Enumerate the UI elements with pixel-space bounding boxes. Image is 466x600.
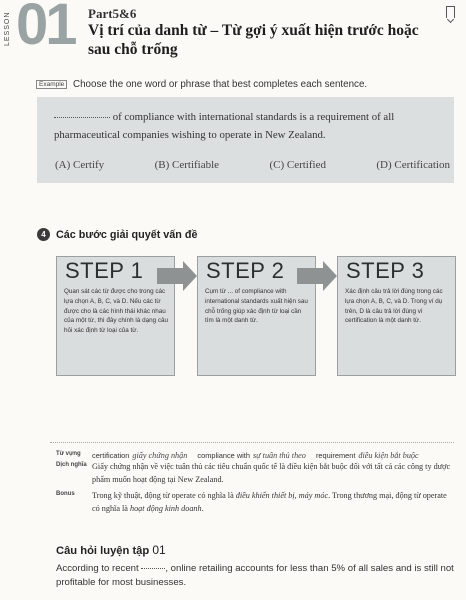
translation-tag: Dịch nghĩa	[56, 462, 87, 468]
step-2-text: Cụm từ ... of compliance with international standards xuất hiện sau chỗ trống giúp xác định từ loại cần tìm là một danh từ.	[205, 288, 308, 325]
steps-heading-text: Các bước giải quyết vấn đề	[56, 228, 198, 241]
section-number-icon: 4	[37, 228, 50, 241]
example-question-text: of compliance with international standards is a requirement of all pharmaceutical companies wishing to operate in New Zealand.	[54, 111, 395, 141]
example-question	[54, 109, 444, 145]
example-box	[37, 97, 454, 183]
answer-blank	[141, 568, 165, 569]
vocab-gloss: sự tuân thủ theo	[252, 451, 306, 460]
bookmark-icon[interactable]	[446, 6, 455, 18]
divider	[50, 442, 454, 443]
example-tag: Example	[36, 80, 67, 89]
option-c: (C) Certified	[269, 159, 326, 171]
example-instruction-line	[36, 79, 367, 90]
vocab-tag: Từ vựng	[56, 451, 81, 457]
lesson-label: LESSON	[4, 11, 11, 46]
bonus-row	[56, 490, 454, 515]
answer-options	[55, 159, 450, 171]
step-3-text: Xác định câu trả lời đúng trong các lựa chọn A, B, C, và D. Trong ví dụ trên, D là câu trả lời đúng vì certification là một danh từ.	[345, 288, 443, 325]
step-1-label: STEP 1	[65, 258, 144, 283]
part-label: Part5&6	[88, 6, 137, 21]
step-3-label: STEP 3	[346, 258, 425, 283]
option-b: (B) Certifiable	[154, 159, 220, 171]
translation-row	[56, 461, 454, 486]
steps-heading	[37, 228, 198, 241]
page-title: Vị trí của danh từ – Từ gợi ý xuất hiện trước hoặc sau chỗ trống	[88, 22, 419, 58]
bonus-text: Trong kỹ thuật, động từ operate có nghĩa là điều khiển thiết bị, máy móc. Trong thương mại, động từ operate có nghĩa là hoạt động kinh doanh.	[92, 491, 447, 513]
vocab-gloss: điều kiện bắt buộc	[358, 451, 419, 460]
option-d: (D) Certification	[376, 159, 450, 171]
step-3-box	[337, 256, 456, 376]
practice-number: 01	[152, 543, 166, 557]
bonus-tag: Bonus	[56, 491, 75, 497]
lesson-number: 01	[16, 0, 75, 57]
translation-text: Giấy chứng nhận về việc tuân thủ các tiêu chuẩn quốc tế là điều kiện bắt buộc đối với tất cả các công ty dược phẩm muốn hoạt động tại New Zealand.	[92, 462, 451, 484]
answer-blank	[54, 117, 110, 118]
step-1-text: Quan sát các từ được cho trong các lựa chọn A, B, C, và D. Nếu các từ được cho là các hình thái khác nhau của một từ, thì đây chính là dạng câu hỏi xác định từ loại của từ.	[64, 288, 168, 334]
vocab-term: compliance with	[197, 451, 250, 460]
example-instruction: Choose the one word or phrase that best completes each sentence.	[73, 79, 368, 90]
vocab-gloss: giấy chứng nhận	[132, 451, 188, 460]
practice-title: Câu hỏi luyện tập 01	[56, 543, 166, 557]
option-a: (A) Certify	[55, 159, 105, 171]
step-2-label: STEP 2	[206, 258, 285, 283]
vocab-term: certification	[92, 451, 130, 460]
practice-question: According to recent , online retailing accounts for less than 5% of all sales and is still not profitable for most businesses.	[56, 563, 454, 588]
vocab-term: requirement	[315, 451, 356, 460]
